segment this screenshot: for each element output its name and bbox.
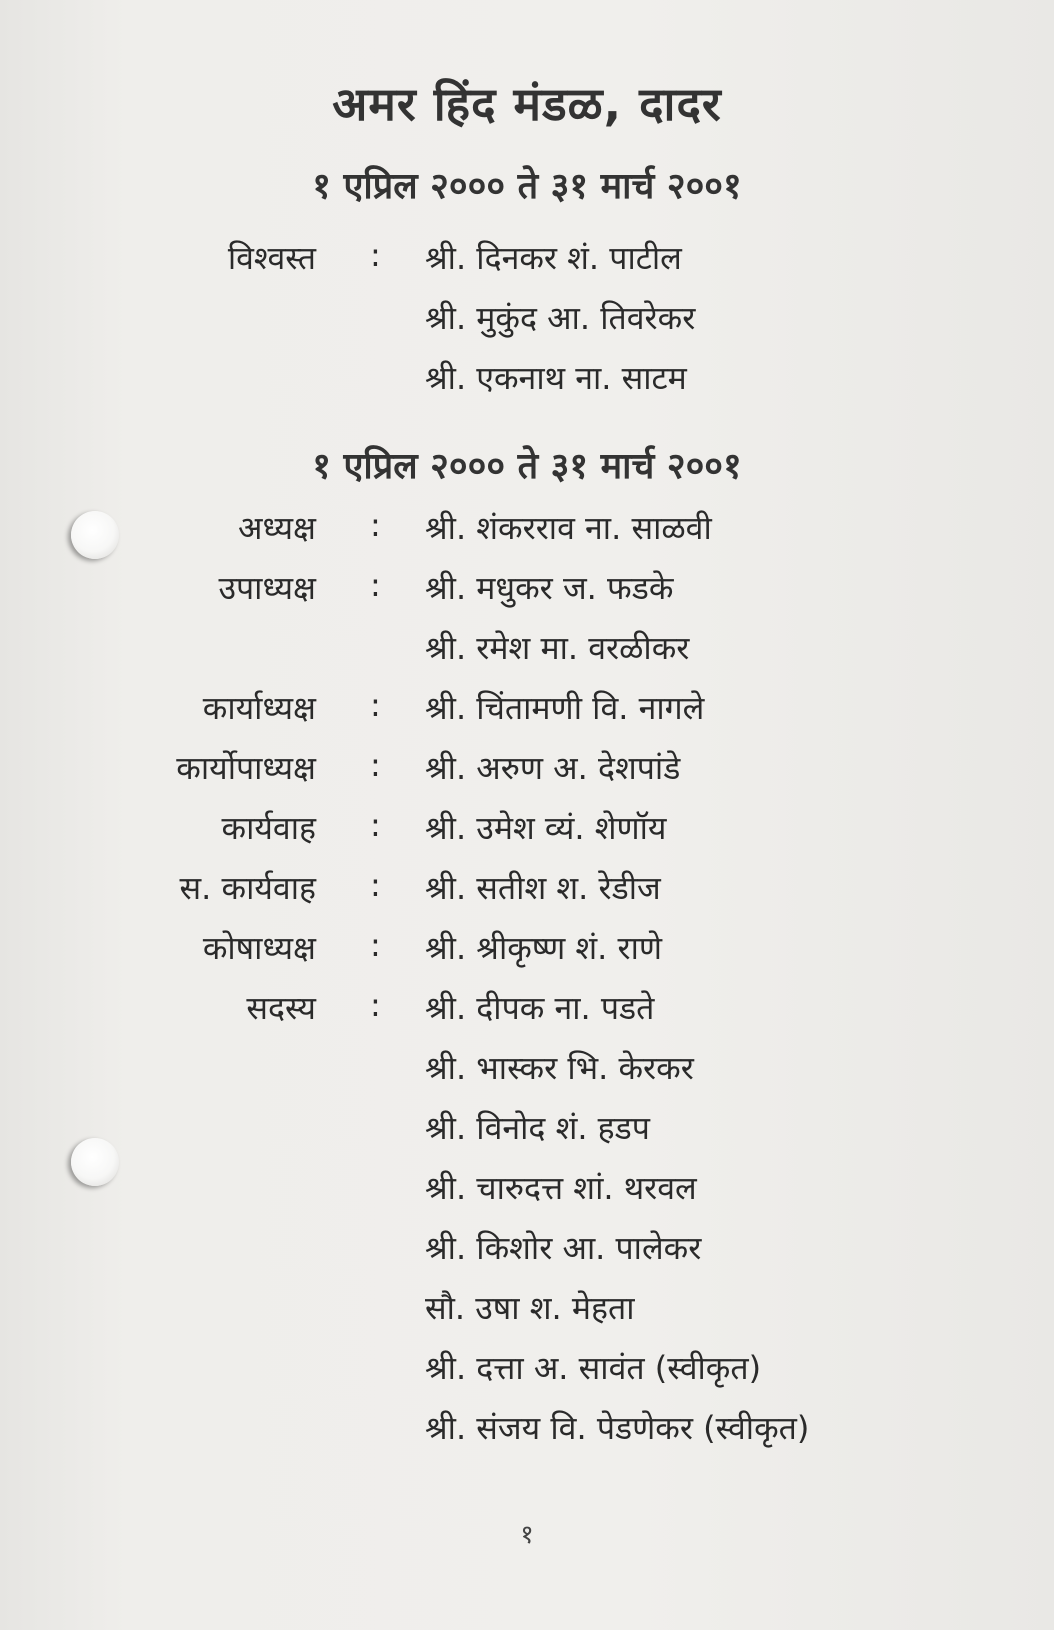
member-name: श्री. मधुकर ज. फडके <box>425 569 674 607</box>
role-label: विश्वस्त <box>227 239 316 277</box>
member-name: श्री. एकनाथ ना. साटम <box>425 359 687 397</box>
colon: : <box>370 686 381 724</box>
committee-row <box>0 1166 1054 1226</box>
member-name: श्री. मुकुंद आ. तिवरेकर <box>425 299 696 337</box>
role-label: स. कार्यवाह <box>179 869 316 907</box>
committee-row <box>0 1046 1054 1106</box>
member-name: सौ. उषा श. मेहता <box>425 1289 635 1327</box>
colon: : <box>370 746 381 784</box>
trustee-row <box>0 236 1054 296</box>
role-label: कार्योपाध्यक्ष <box>176 749 316 787</box>
member-name: श्री. भास्कर भि. केरकर <box>425 1049 694 1087</box>
colon: : <box>370 926 381 964</box>
colon: : <box>370 236 381 274</box>
member-name: श्री. दीपक ना. पडते <box>425 989 655 1027</box>
committee-row <box>0 806 1054 866</box>
member-name: श्री. चारुदत्त शां. थरवल <box>425 1169 697 1207</box>
colon: : <box>370 986 381 1024</box>
member-name: श्री. दत्ता अ. सावंत (स्वीकृत) <box>425 1349 762 1387</box>
role-label: उपाध्यक्ष <box>218 569 316 607</box>
member-name: श्री. अरुण अ. देशपांडे <box>425 749 681 787</box>
page-title: अमर हिंद मंडळ, दादर <box>332 77 722 131</box>
committee-row <box>0 1406 1054 1466</box>
committee-row <box>0 506 1054 566</box>
period-heading-trustees: १ एप्रिल २००० ते ३१ मार्च २००१ <box>312 166 742 207</box>
trustee-row <box>0 356 1054 416</box>
role-label: अध्यक्ष <box>238 509 316 547</box>
committee-row <box>0 986 1054 1046</box>
committee-row <box>0 866 1054 926</box>
member-name: श्री. संजय वि. पेडणेकर (स्वीकृत) <box>425 1409 810 1447</box>
page-number: १ <box>520 1520 534 1550</box>
committee-row <box>0 926 1054 986</box>
member-name: श्री. शंकरराव ना. साळवी <box>425 509 712 547</box>
committee-row <box>0 626 1054 686</box>
colon: : <box>370 566 381 604</box>
period-heading-committee: १ एप्रिल २००० ते ३१ मार्च २००१ <box>312 446 742 487</box>
committee-row <box>0 566 1054 626</box>
member-name: श्री. चिंतामणी वि. नागले <box>425 689 705 727</box>
colon: : <box>370 806 381 844</box>
trustee-row <box>0 296 1054 356</box>
colon: : <box>370 866 381 904</box>
member-name: श्री. किशोर आ. पालेकर <box>425 1229 702 1267</box>
committee-row <box>0 1226 1054 1286</box>
colon: : <box>370 506 381 544</box>
committee-row <box>0 686 1054 746</box>
committee-row <box>0 746 1054 806</box>
role-label: कार्यवाह <box>221 809 316 847</box>
member-name: श्री. सतीश श. रेडीज <box>425 869 661 907</box>
member-name: श्री. श्रीकृष्ण शं. राणे <box>425 929 663 967</box>
member-name: श्री. दिनकर शं. पाटील <box>425 239 682 277</box>
role-label: सदस्य <box>246 989 316 1027</box>
role-label: कोषाध्यक्ष <box>202 929 316 967</box>
member-name: श्री. उमेश व्यं. शेणॉय <box>425 809 667 847</box>
committee-row <box>0 1286 1054 1346</box>
member-name: श्री. विनोद शं. हडप <box>425 1109 650 1147</box>
committee-row <box>0 1346 1054 1406</box>
committee-row <box>0 1106 1054 1166</box>
member-name: श्री. रमेश मा. वरळीकर <box>425 629 690 667</box>
role-label: कार्याध्यक्ष <box>202 689 316 727</box>
